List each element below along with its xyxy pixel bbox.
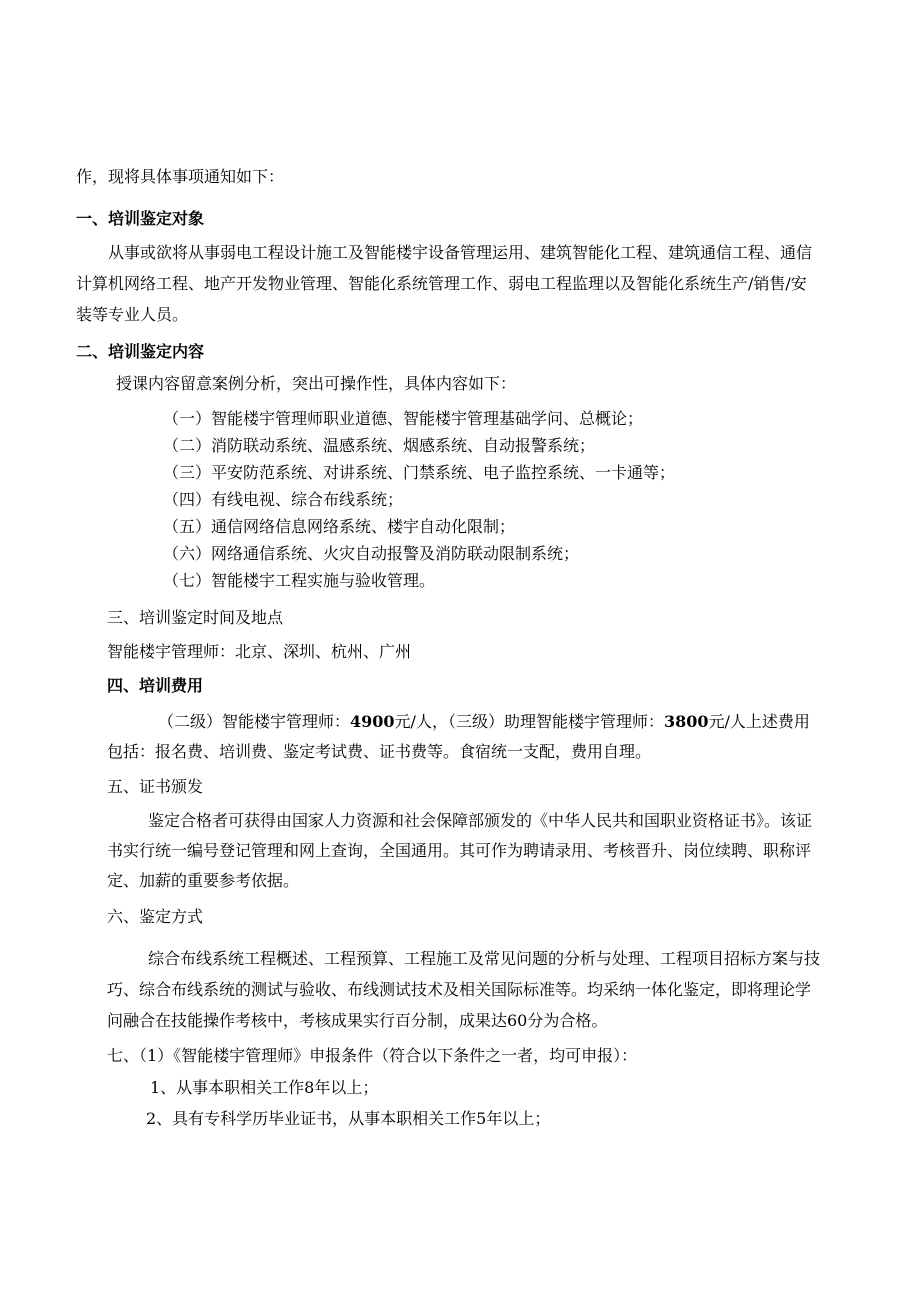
- section-7-item: 1、从事本职相关工作8年以上；: [150, 1078, 379, 1097]
- fee-level-3-price: 3800: [663, 712, 709, 731]
- section-2-item: （三）平安防范系统、对讲系统、门禁系统、电子监控系统、一卡通等；: [163, 463, 676, 482]
- section-6-line: 巧、综合布线系统的测试与验收、布线测试技术及相关国际标准等。均采纳一体化鉴定，即将理论学: [107, 980, 812, 999]
- section-1-line: 计算机网络工程、地产开发物业管理、智能化系统管理工作、弱电工程监理以及智能化系统生产/销售/安: [76, 274, 807, 293]
- section-4-fee-line: [158, 711, 810, 733]
- section-6-heading: 六、鉴定方式: [107, 907, 204, 926]
- fee-level-2-label: （二级）智能楼宇管理师：: [158, 712, 351, 731]
- section-5-line: 鉴定合格者可获得由国家人力资源和社会保障部颁发的《中华人民共和国职业资格证书》。该证: [148, 811, 813, 830]
- section-1-line: 从事或欲将从事弱电工程设计施工及智能楼宇设备管理运用、建筑智能化工程、建筑通信工程、通信: [108, 243, 813, 262]
- section-2-heading: 二、培训鉴定内容: [76, 342, 205, 361]
- section-2-item: （二）消防联动系统、温感系统、烟感系统、自动报警系统；: [163, 436, 596, 455]
- section-5-line: 定、加薪的重要参考依据。: [107, 871, 300, 890]
- fee-level-2-price: 4900: [350, 712, 395, 731]
- section-4-line-2: 包括：报名费、培训费、鉴定考试费、证书费等。食宿统一支配，费用自理。: [107, 742, 652, 761]
- section-5-line: 书实行统一编号登记管理和网上查询，全国通用。其可作为聘请录用、考核晋升、岗位续聘、职称评: [107, 841, 812, 860]
- section-7-item: 2、具有专科学历毕业证书，从事本职相关工作5年以上；: [146, 1109, 551, 1128]
- intro-tail: 作，现将具体事项通知如下：: [76, 167, 285, 186]
- section-6-line: 综合布线系统工程概述、工程预算、工程施工及常见问题的分析与处理、工程项目招标方案与技: [148, 949, 821, 968]
- section-5-heading: 五、证书颁发: [107, 777, 204, 796]
- section-2-item: （一）智能楼宇管理师职业道德、智能楼宇管理基础学问、总概论；: [163, 409, 644, 428]
- section-1-heading: 一、培训鉴定对象: [76, 209, 205, 228]
- section-2-item: （七）智能楼宇工程实施与验收管理。: [163, 571, 436, 590]
- section-2-item: （五）通信网络信息网络系统、楼宇自动化限制；: [163, 517, 516, 536]
- fee-suffix: 元/人上述费用: [708, 712, 810, 731]
- fee-level-3-label: 元/人，（三级）助理智能楼宇管理师：: [394, 712, 664, 731]
- section-2-item: （四）有线电视、综合布线系统；: [163, 490, 404, 509]
- section-3-text: 智能楼宇管理师：北京、深圳、杭州、广州: [107, 642, 412, 661]
- section-1-line: 装等专业人员。: [76, 305, 189, 324]
- section-7-heading: 七、（1）《智能楼宇管理师》申报条件（符合以下条件之一者，均可申报）：: [107, 1046, 638, 1065]
- section-6-line: 问融合在技能操作考核中，考核成果实行百分制，成果达60分为合格。: [107, 1011, 608, 1030]
- section-2-intro: 授课内容留意案例分析，突出可操作性，具体内容如下：: [116, 374, 517, 393]
- section-2-item: （六）网络通信系统、火灾自动报警及消防联动限制系统；: [163, 544, 580, 563]
- section-4-heading: 四、培训费用: [107, 676, 204, 695]
- section-3-heading: 三、培训鉴定时间及地点: [107, 608, 284, 627]
